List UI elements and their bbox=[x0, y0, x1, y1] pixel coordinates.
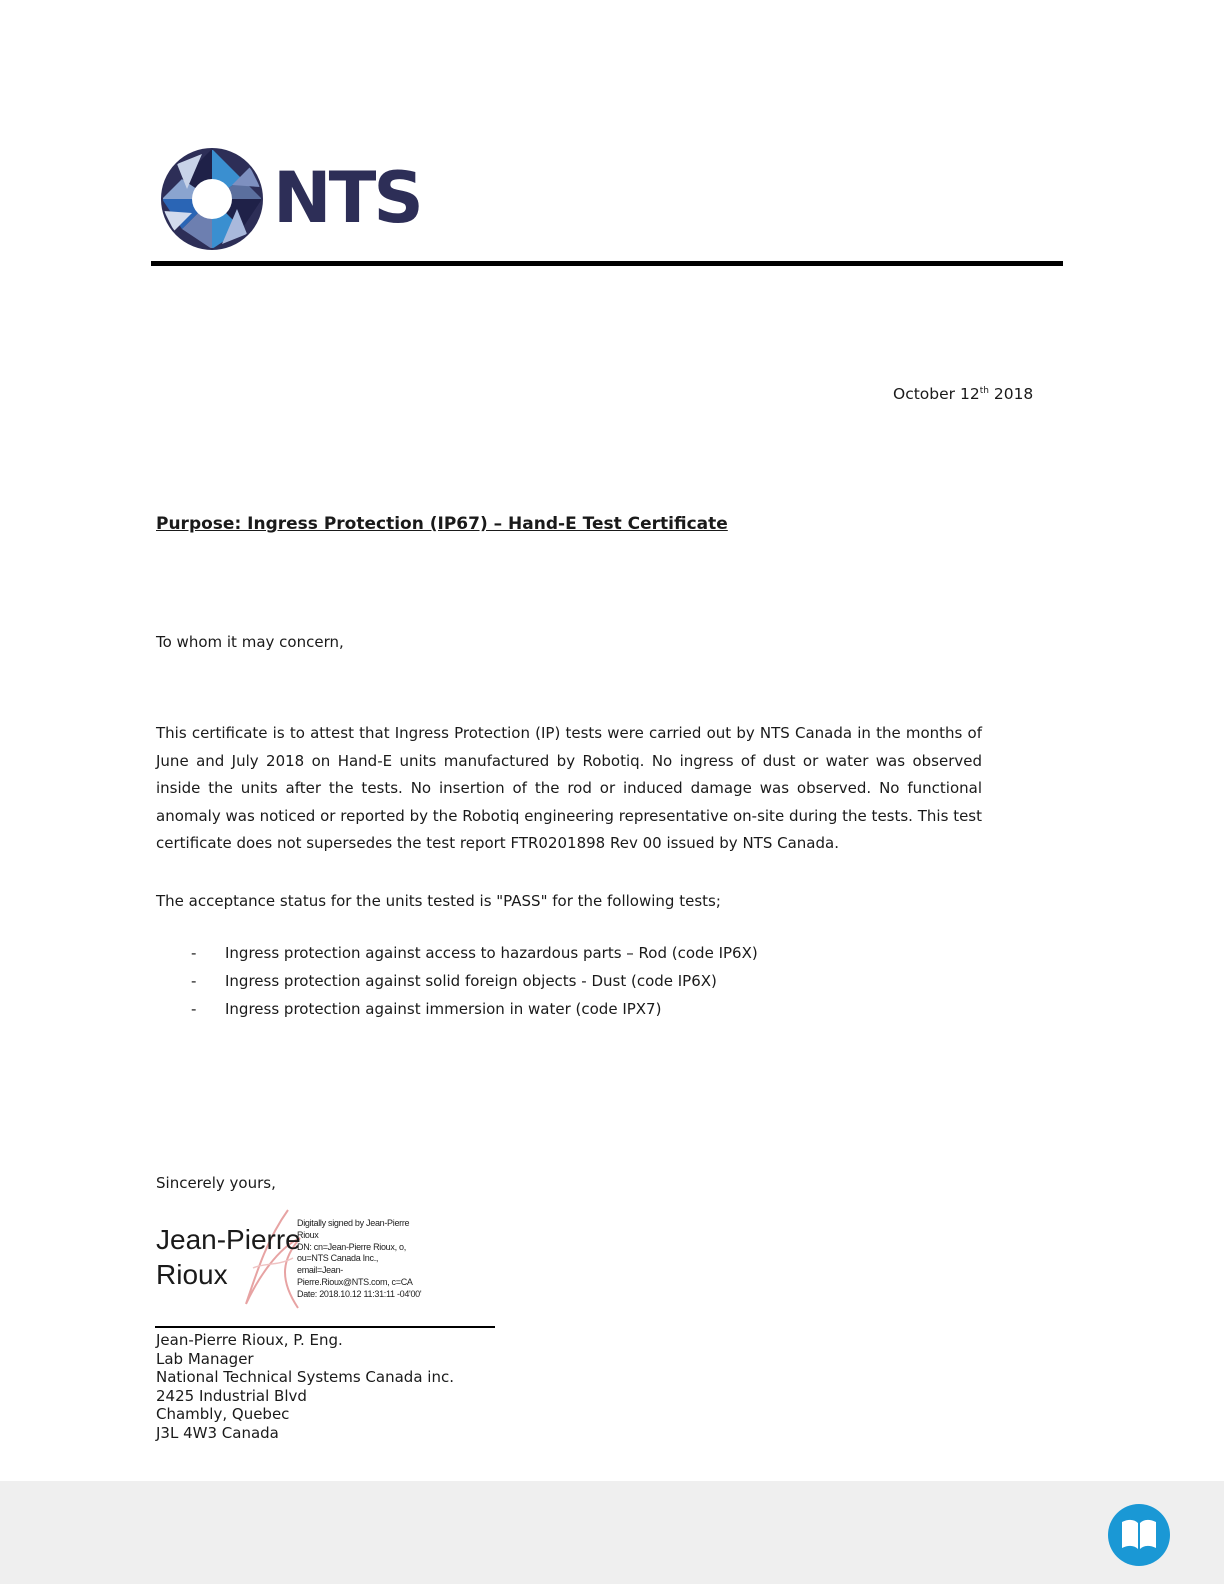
acceptance-statement: The acceptance status for the units tested is "PASS" for the following tests; bbox=[156, 892, 721, 910]
body-paragraph: This certificate is to attest that Ingress Protection (IP) tests were carried out by NTS Canada in the months of June and July 2018 on Hand-E units manufactured by Robotiq. No ingress of dust or water was observed inside the units after the tests. No insertion of the rod or induced damage was observed. No functional anomaly was noticed or reported by the Robotiq engineering representative on-site during the tests. This test certificate does not supersedes the test report FTR0201898 Rev 00 issued by NTS Canada. bbox=[156, 724, 982, 853]
greeting: To whom it may concern, bbox=[156, 633, 344, 651]
footer-bar bbox=[0, 1481, 1224, 1584]
closing: Sincerely yours, bbox=[156, 1174, 276, 1192]
signer-block bbox=[156, 1331, 454, 1443]
signer-name: Jean-Pierre Rioux, P. Eng. bbox=[156, 1331, 343, 1349]
signer-address-line: 2425 Industrial Blvd bbox=[156, 1386, 307, 1405]
signer-company: National Technical Systems Canada inc. bbox=[156, 1368, 454, 1387]
nts-wordmark: NTS bbox=[273, 157, 421, 239]
signer-address-line: Chambly, Quebec bbox=[156, 1405, 290, 1424]
signer-title: Lab Manager bbox=[156, 1349, 254, 1368]
signature-name: Jean-Pierre Rioux bbox=[156, 1224, 301, 1290]
purpose-heading: Purpose: Ingress Protection (IP67) – Hand-E Test Certificate bbox=[156, 514, 728, 534]
header-rule bbox=[151, 261, 1063, 266]
signer-address-line: J3L 4W3 Canada bbox=[156, 1423, 279, 1442]
manual-book-button[interactable] bbox=[1108, 1504, 1170, 1566]
nts-globe-icon bbox=[162, 149, 262, 249]
letter-date: October 12th 2018 bbox=[893, 385, 1034, 403]
book-icon bbox=[1120, 1518, 1158, 1552]
signature-details: Digitally signed by Jean-Pierre Rioux DN: cn=Jean-Pierre Rioux, o, ou=NTS Canada Inc., email=Jean- Pierre.Rioux@NTS.com, c=CA Date: 2018.10.12 11:31:11 -04'00' bbox=[297, 1218, 422, 1299]
signature-rule bbox=[155, 1326, 495, 1328]
